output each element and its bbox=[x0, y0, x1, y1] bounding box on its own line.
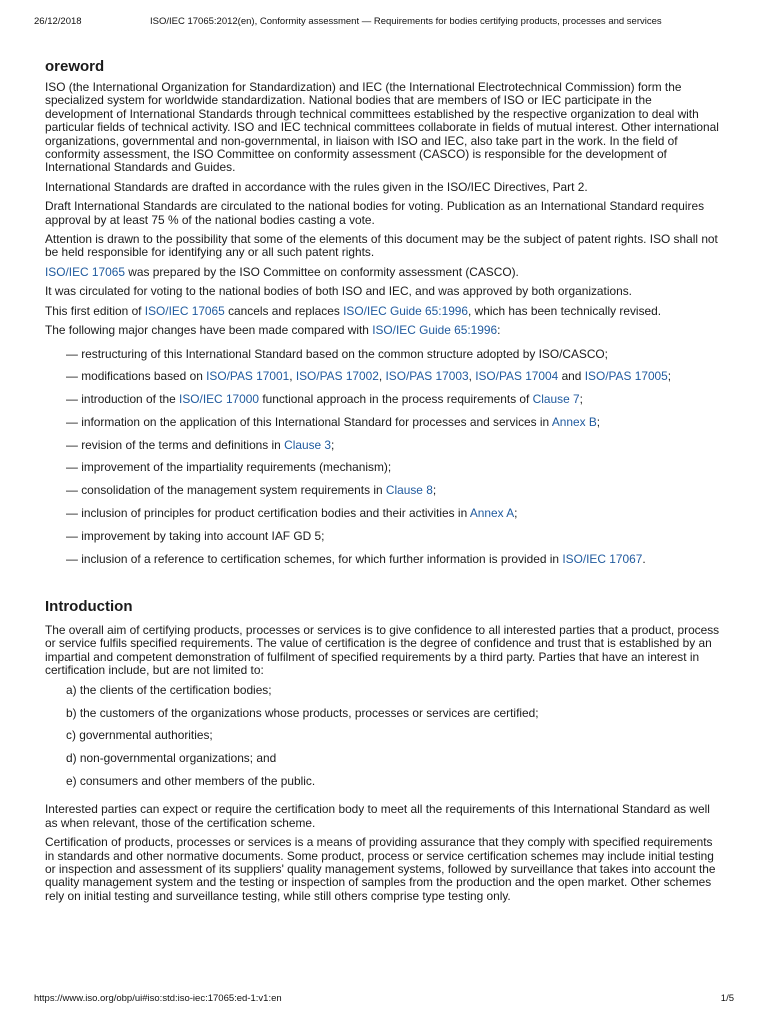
list-item: e) consumers and other members of the public. bbox=[66, 773, 316, 788]
annex-b-link[interactable]: Annex B bbox=[551, 414, 597, 429]
foreword-paragraph-1: ISO (the International Organization for Standardization) and IEC (the International Electrotechnical Commission) form the specialized system for worldwide standardization. National bodies that are members of ISO or IEC participate in the development of International Standards through technical committees established by the respective organization to deal with particular fields of technical activity. ISO and IEC technical committees collaborate in fields of mutual interest. Other international organizations, governmental and non-governmental, in liaison with ISO and IEC, also take part in the work. In the field of conformity assessment, the ISO Committee on conformity assessment (CASCO) is responsible for the development of International Standards and Guides. bbox=[45, 80, 719, 175]
major-changes-list bbox=[45, 348, 723, 567]
list-item: — restructuring of this International Standard based on the common structure adopted by ISO/CASCO; bbox=[66, 346, 608, 361]
page-number: 1/5 bbox=[720, 993, 734, 1004]
introduction-paragraph-1: The overall aim of certifying products, processes or services is to give confidence to all interested parties that a product, process or service fulfils specified requirements. The value of certification is the degree of confidence and trust that is established by an impartial and competent demonstration of fulfilment of specified requirements by a third party. Parties that have an interest in certification include, but are not limited to: bbox=[45, 623, 720, 678]
clause-8-link[interactable]: Clause 8 bbox=[385, 483, 433, 498]
introduction-paragraph-3: Certification of products, processes or services is a means of providing assurance that they comply with specified requirements in standards and other normative documents. Some product, process or service certification schemes may include initial testing or inspection and assessment of its suppliers' quality management systems, followed by surveillance that takes into account the quality management system and the testing or inspection of samples from the production and the open market. Other schemes rely on initial testing and surveillance testing, while still others comprise type testing only. bbox=[45, 835, 716, 903]
introduction-paragraph-2: Interested parties can expect or require the certification body to meet all the requirements of this International Standard as well as when relevant, those of the certification scheme. bbox=[45, 802, 710, 830]
iso-pas-17002-link[interactable]: ISO/PAS 17002 bbox=[295, 369, 379, 384]
document-content bbox=[45, 56, 723, 909]
list-item: — inclusion of a reference to certification schemes, for which further information is provided in ISO/IEC 17067. bbox=[66, 551, 646, 566]
iso-pas-17001-link[interactable]: ISO/PAS 17001 bbox=[206, 369, 290, 384]
list-item: — improvement of the impartiality requirements (mechanism); bbox=[66, 460, 392, 475]
iso-iec-17065-link[interactable]: ISO/IEC 17065 bbox=[45, 264, 125, 279]
iso-pas-17005-link[interactable]: ISO/PAS 17005 bbox=[584, 369, 668, 384]
list-item: — information on the application of this International Standard for processes and services in Annex B; bbox=[66, 414, 601, 429]
foreword-heading: oreword bbox=[45, 58, 105, 75]
foreword-paragraph-2: International Standards are drafted in accordance with the rules given in the ISO/IEC Directives, Part 2. bbox=[45, 179, 588, 194]
iso-iec-guide-65-link[interactable]: ISO/IEC Guide 65:1996 bbox=[372, 323, 498, 338]
iso-pas-17004-link[interactable]: ISO/PAS 17004 bbox=[475, 369, 559, 384]
introduction-heading: Introduction bbox=[45, 598, 133, 616]
print-document-title: ISO/IEC 17065:2012(en), Conformity assessment — Requirements for bodies certifying products, processes and services bbox=[150, 16, 662, 27]
iso-pas-17003-link[interactable]: ISO/PAS 17003 bbox=[385, 369, 469, 384]
foreword-paragraph-7: This first edition of ISO/IEC 17065 cancels and replaces ISO/IEC Guide 65:1996, which has been technically revised. bbox=[45, 303, 662, 318]
print-date: 26/12/2018 bbox=[34, 16, 82, 27]
list-item: — modifications based on ISO/PAS 17001, ISO/PAS 17002, ISO/PAS 17003, ISO/PAS 17004 and ISO/PAS 17005; bbox=[66, 369, 672, 384]
clause-3-link[interactable]: Clause 3 bbox=[284, 437, 332, 452]
interested-parties-list bbox=[45, 684, 723, 789]
list-item: d) non-governmental organizations; and bbox=[66, 751, 277, 766]
iso-iec-17067-link[interactable]: ISO/IEC 17067 bbox=[562, 551, 643, 566]
foreword-paragraph-6: It was circulated for voting to the national bodies of both ISO and IEC, and was approved by both organizations. bbox=[45, 284, 632, 299]
list-item: — inclusion of principles for product certification bodies and their activities in Annex A; bbox=[66, 506, 518, 521]
page-url: https://www.iso.org/obp/ui#iso:std:iso-iec:17065:ed-1:v1:en bbox=[34, 993, 282, 1004]
list-item: — revision of the terms and definitions in Clause 3; bbox=[66, 437, 335, 452]
list-item: — consolidation of the management system requirements in Clause 8; bbox=[66, 483, 437, 498]
list-item: b) the customers of the organizations whose products, processes or services are certified; bbox=[66, 705, 539, 720]
foreword-paragraph-4: Attention is drawn to the possibility that some of the elements of this document may be the subject of patent rights. ISO shall not be held responsible for identifying any or all such patent rights. bbox=[45, 232, 718, 260]
iso-iec-17000-link[interactable]: ISO/IEC 17000 bbox=[179, 392, 260, 407]
foreword-paragraph-8: The following major changes have been made compared with ISO/IEC Guide 65:1996: bbox=[45, 323, 501, 338]
clause-7-link[interactable]: Clause 7 bbox=[532, 392, 580, 407]
list-item: c) governmental authorities; bbox=[66, 728, 213, 743]
list-item: a) the clients of the certification bodies; bbox=[66, 682, 272, 697]
foreword-paragraph-5: ISO/IEC 17065 was prepared by the ISO Committee on conformity assessment (CASCO). bbox=[45, 264, 519, 279]
list-item: — improvement by taking into account IAF GD 5; bbox=[66, 528, 325, 543]
list-item: — introduction of the ISO/IEC 17000 functional approach in the process requirements of Clause 7; bbox=[66, 392, 583, 407]
foreword-paragraph-3: Draft International Standards are circulated to the national bodies for voting. Publication as an International Standard requires approval by at least 75 % of the national bodies casting a vote. bbox=[45, 199, 705, 227]
annex-a-link[interactable]: Annex A bbox=[469, 506, 515, 521]
iso-iec-17065-link[interactable]: ISO/IEC 17065 bbox=[144, 303, 225, 318]
iso-iec-guide-65-link[interactable]: ISO/IEC Guide 65:1996 bbox=[343, 303, 469, 318]
